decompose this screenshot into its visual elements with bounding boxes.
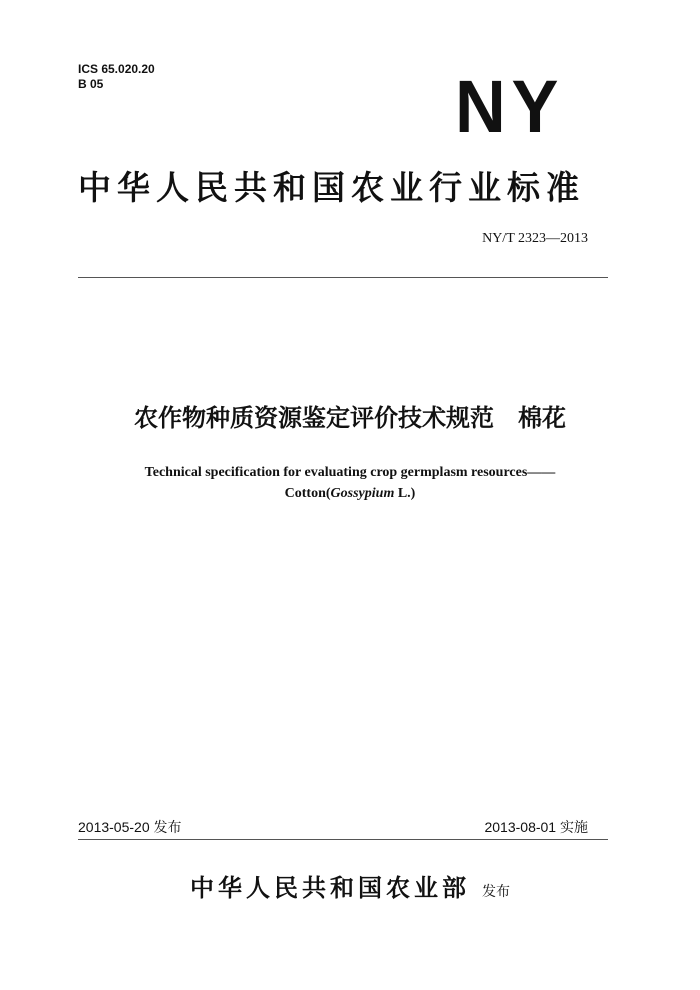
issuer-name: 中华人民共和国农业部 [190,873,470,902]
issuer-line [0,868,700,903]
title-en-suffix: L.) [394,486,416,501]
implement-date: 2013-08-01 实施 [484,819,588,835]
standard-number: NY/T 2323—2013 [482,231,588,246]
document-title-en [0,462,700,504]
document-title-cn: 农作物种质资源鉴定评价技术规范 棉花 [134,404,566,432]
issuer-suffix: 发布 [482,884,510,900]
ics-code: ICS 65.020.20 [78,62,155,76]
bottom-divider [78,839,608,840]
standard-title: 中华人民共和国农业行业标准 [78,168,585,207]
classification-codes [78,62,155,92]
title-en-line2 [0,483,700,504]
issue-date: 2013-05-20 发布 [78,819,182,835]
title-en-line1: Technical specification for evaluating crop germplasm resources—— [144,465,556,480]
ny-logo: NY [455,65,565,148]
title-en-latin-name: Gossypium [330,486,395,501]
top-divider [78,277,608,278]
ccs-code: B 05 [78,77,104,91]
title-en-prefix: Cotton( [284,486,331,501]
